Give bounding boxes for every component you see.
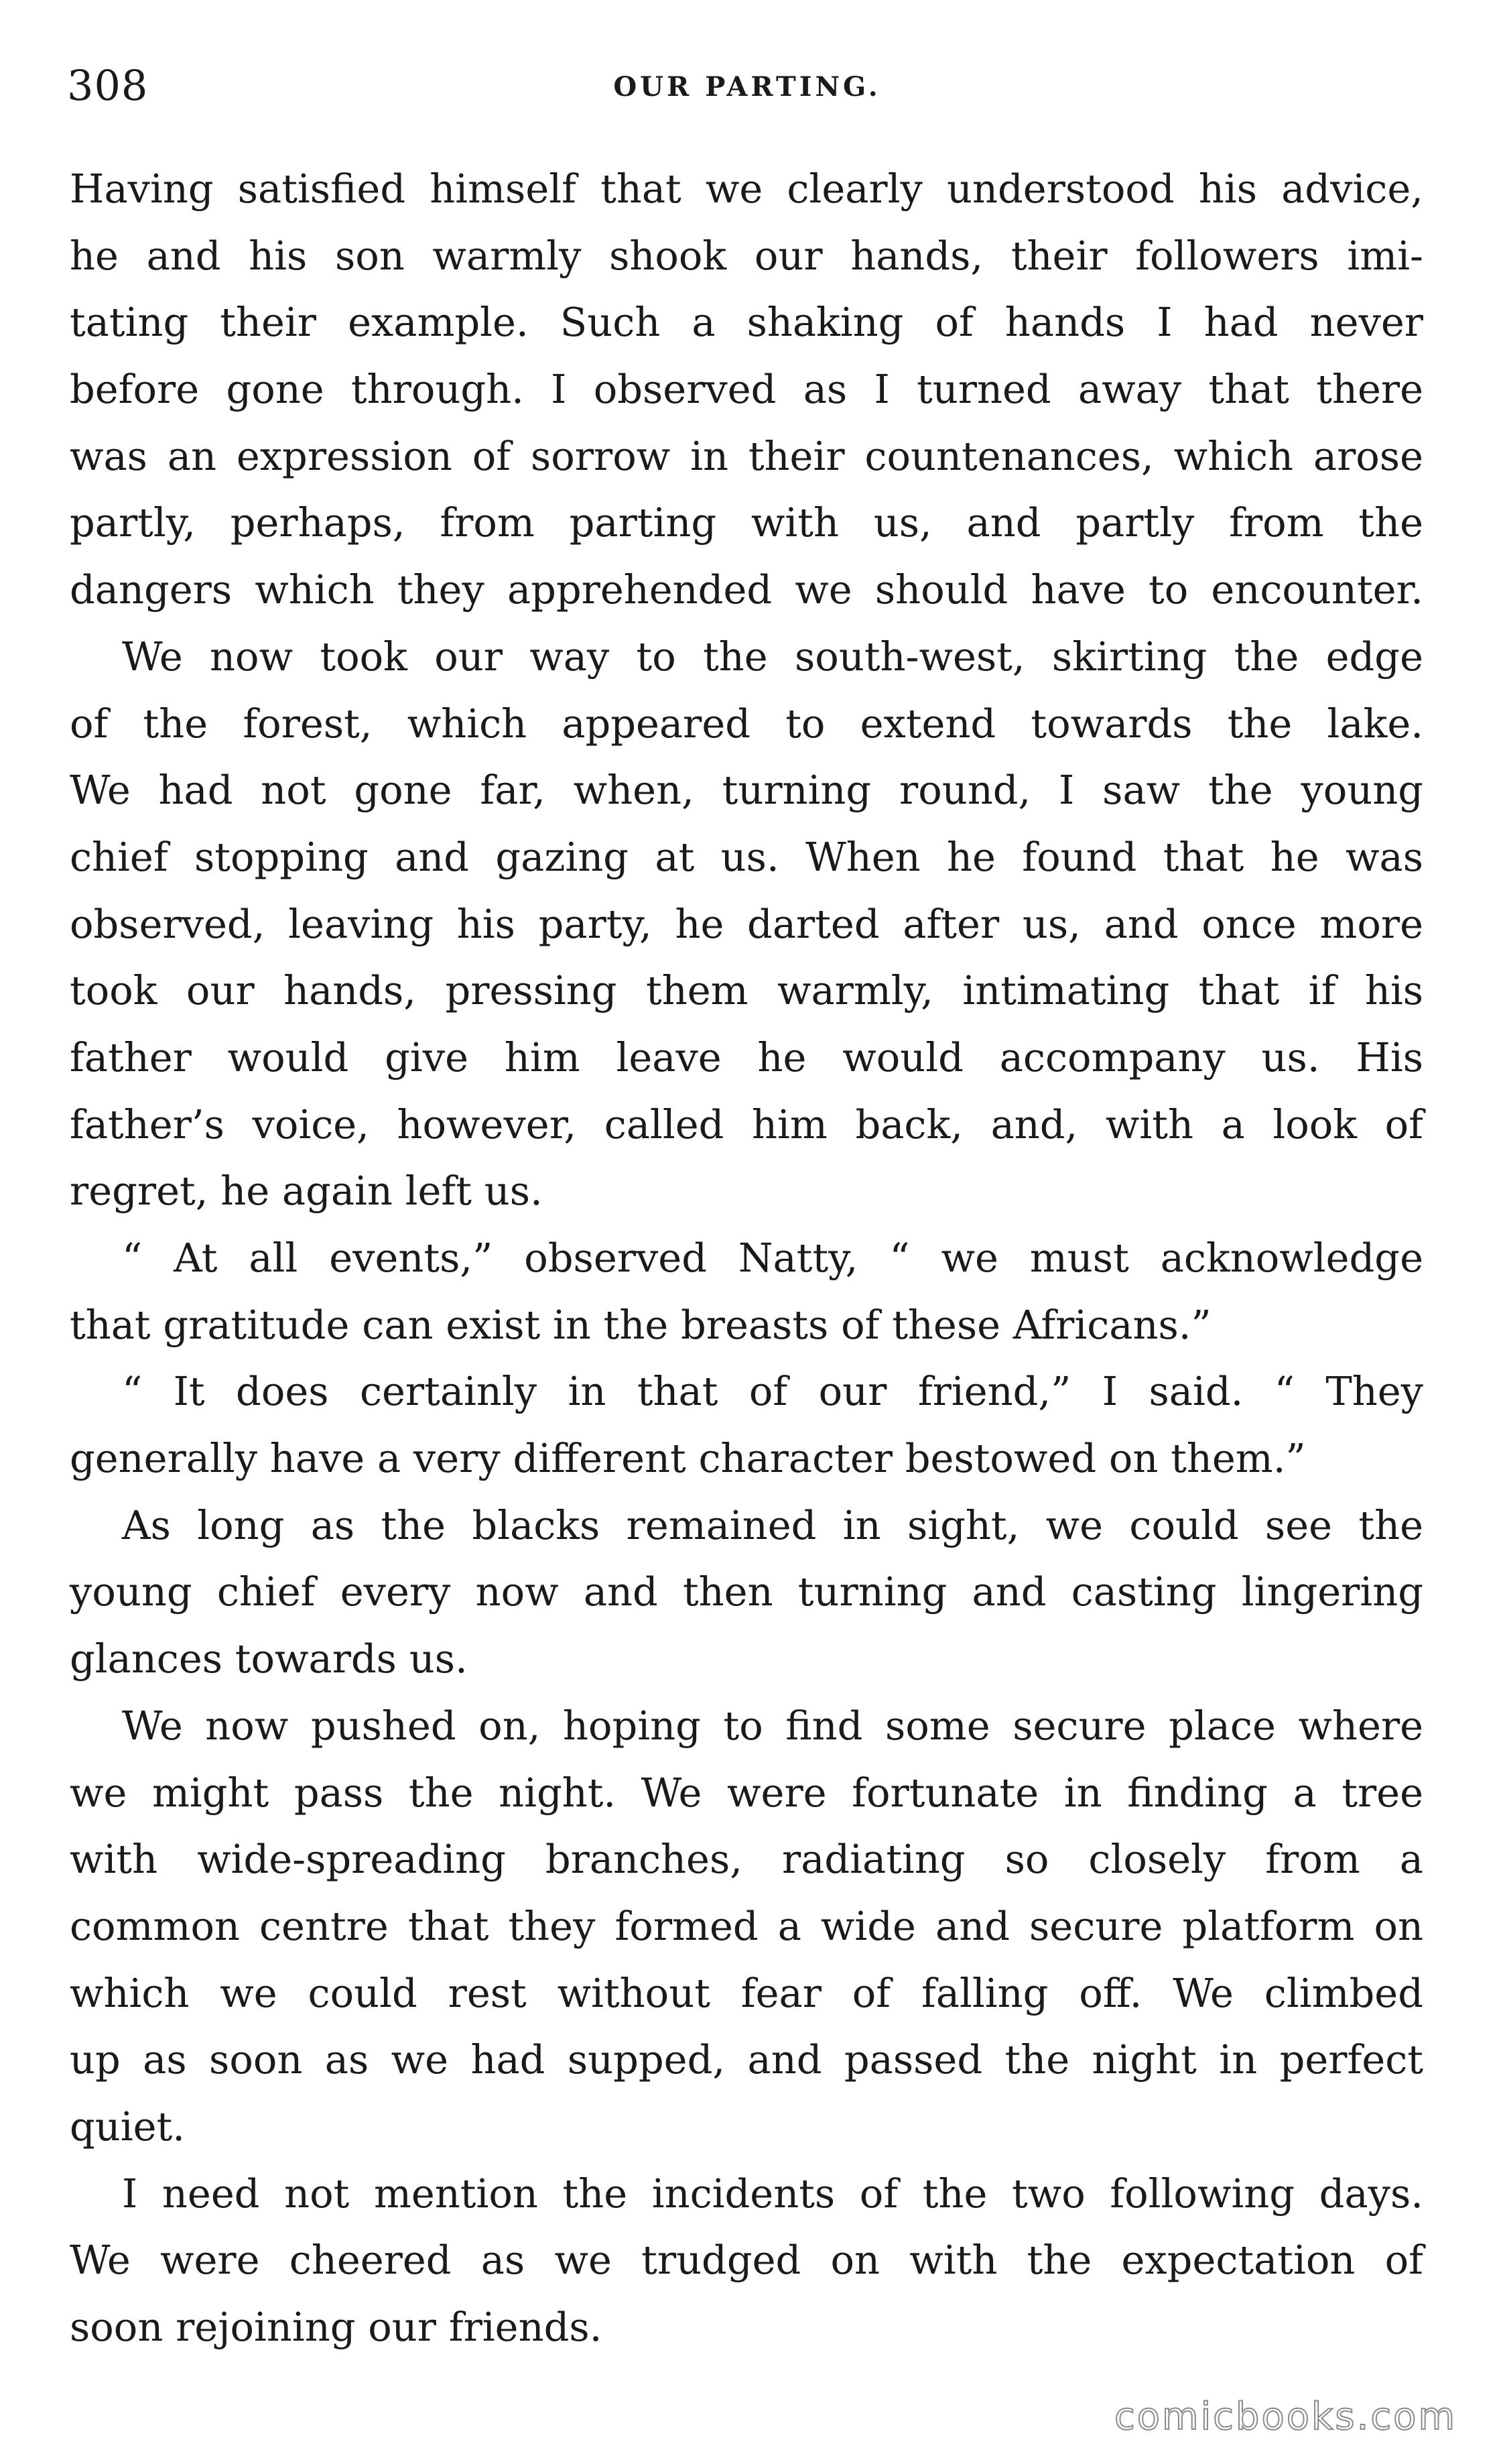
text-line: before gone through. I observed as I turned away that there — [70, 366, 1423, 413]
text-line: was an expression of sorrow in their countenances, which arose — [70, 432, 1423, 479]
text-line: regret, he again left us. — [70, 1168, 543, 1215]
text-line: Having satisfied himself that we clearly understood his advice, — [70, 166, 1423, 212]
paragraph — [70, 1358, 1423, 1491]
text-line: “ At all events,” observed Natty, “ we must acknowledge — [122, 1235, 1423, 1281]
text-line: quiet. — [70, 2103, 186, 2150]
watermark-text: comicbooks.com — [1114, 2395, 1457, 2439]
text-line: As long as the blacks remained in sight, we could see the — [122, 1501, 1423, 1548]
text-line: partly, perhaps, from parting with us, and partly from the — [70, 499, 1423, 546]
text-line: father’s voice, however, called him back, and, with a look of — [70, 1101, 1423, 1148]
page-number: 308 — [67, 61, 149, 110]
text-line: father would give him leave he would accompany us. His — [70, 1034, 1423, 1081]
page-header — [67, 59, 1427, 113]
paragraph — [70, 623, 1423, 1225]
text-line: young chief every now and then turning and casting lingering — [70, 1568, 1423, 1615]
text-line: with wide-spreading branches, radiating so closely from a — [70, 1836, 1423, 1883]
text-line: common centre that they formed a wide and secure platform on — [70, 1902, 1423, 1949]
text-line: We were cheered as we trudged on with the expectation of — [70, 2237, 1423, 2284]
text-line: We had not gone far, when, turning round, I saw the young — [70, 767, 1423, 814]
text-line: of the forest, which appeared to extend towards the lake. — [70, 700, 1423, 747]
paragraph — [70, 1225, 1423, 1358]
text-line: observed, leaving his party, he darted after us, and once more — [70, 900, 1423, 947]
body-text — [70, 156, 1423, 2361]
text-line: tating their example. Such a shaking of hands I had never — [70, 299, 1423, 346]
text-line: We now took our way to the south-west, skirting the edge — [122, 633, 1423, 680]
text-line: We now pushed on, hoping to find some secure place where — [122, 1702, 1423, 1749]
text-line: dangers which they apprehended we should have to encounter. — [70, 566, 1423, 613]
text-line: “ It does certainly in that of our friend,” I said. “ They — [122, 1368, 1423, 1415]
text-line: I need not mention the incidents of the two following days. — [122, 2170, 1423, 2217]
text-line: that gratitude can exist in the breasts of these Africans.” — [70, 1301, 1212, 1348]
text-line: took our hands, pressing them warmly, intimating that if his — [70, 967, 1423, 1014]
text-line: chief stopping and gazing at us. When he found that he was — [70, 833, 1423, 880]
text-line: which we could rest without fear of falling off. We climbed — [70, 1969, 1423, 2016]
text-line: he and his son warmly shook our hands, their followers imi- — [70, 232, 1423, 279]
paragraph — [70, 1492, 1423, 1692]
paragraph — [70, 2160, 1423, 2361]
text-line: we might pass the night. We were fortunate in finding a tree — [70, 1769, 1423, 1816]
paragraph — [70, 1692, 1423, 2160]
text-line: glances towards us. — [70, 1636, 468, 1682]
text-line: soon rejoining our friends. — [70, 2304, 602, 2350]
running-head: OUR PARTING. — [613, 71, 881, 103]
text-line: up as soon as we had supped, and passed the night in perfect — [70, 2036, 1423, 2083]
paragraph — [70, 156, 1423, 623]
text-line: generally have a very different character bestowed on them.” — [70, 1435, 1306, 1482]
